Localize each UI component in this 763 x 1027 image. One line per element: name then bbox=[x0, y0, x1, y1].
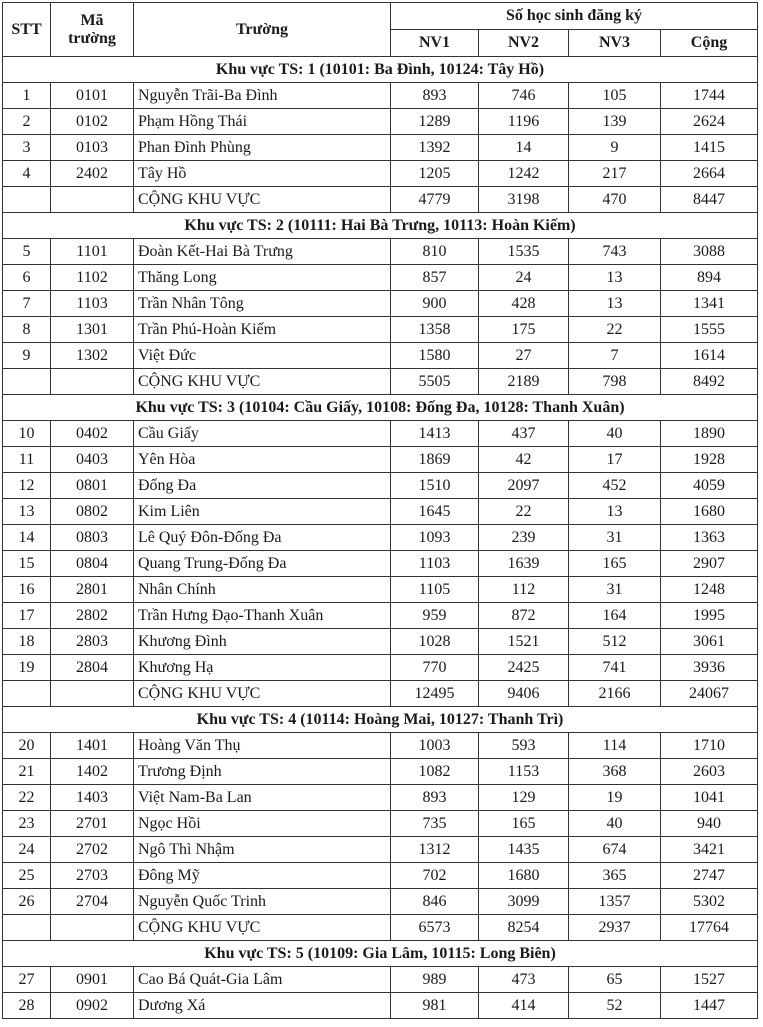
cell-nv3: 7 bbox=[569, 343, 661, 369]
cell-cong: 2664 bbox=[661, 161, 758, 187]
cell-cong: 1363 bbox=[661, 525, 758, 551]
total-nv3: 2937 bbox=[569, 915, 661, 941]
total-label: CỘNG KHU VỰC bbox=[134, 681, 391, 707]
cell-cong: 1527 bbox=[661, 967, 758, 993]
cell-truong: Nguyễn Trãi-Ba Đình bbox=[134, 83, 391, 109]
cell-nv3: 368 bbox=[569, 759, 661, 785]
cell-stt: 24 bbox=[3, 837, 51, 863]
cell-ma-truong: 0901 bbox=[51, 967, 134, 993]
cell-stt: 28 bbox=[3, 993, 51, 1019]
table-row bbox=[3, 785, 758, 811]
registration-table bbox=[2, 2, 758, 1019]
cell-truong: Hoàng Văn Thụ bbox=[134, 733, 391, 759]
cell-nv1: 1105 bbox=[391, 577, 479, 603]
cell-nv3: 114 bbox=[569, 733, 661, 759]
cell-nv2: 1535 bbox=[479, 239, 569, 265]
cell-nv1: 1510 bbox=[391, 473, 479, 499]
cell-nv3: 40 bbox=[569, 421, 661, 447]
cell-nv1: 1205 bbox=[391, 161, 479, 187]
cell-truong: Yên Hòa bbox=[134, 447, 391, 473]
cell-nv1: 1869 bbox=[391, 447, 479, 473]
cell-cong: 1680 bbox=[661, 499, 758, 525]
cell-nv1: 989 bbox=[391, 967, 479, 993]
cell-nv3: 65 bbox=[569, 967, 661, 993]
total-nv1: 12495 bbox=[391, 681, 479, 707]
cell-stt: 5 bbox=[3, 239, 51, 265]
cell-stt: 26 bbox=[3, 889, 51, 915]
cell-stt: 1 bbox=[3, 83, 51, 109]
table-row bbox=[3, 993, 758, 1019]
cell-nv1: 846 bbox=[391, 889, 479, 915]
cell-nv1: 702 bbox=[391, 863, 479, 889]
cell-truong: Trần Phú-Hoàn Kiếm bbox=[134, 317, 391, 343]
cell-ma-truong: 2801 bbox=[51, 577, 134, 603]
cell-nv3: 52 bbox=[569, 993, 661, 1019]
cell-stt: 23 bbox=[3, 811, 51, 837]
cell-truong: Tây Hồ bbox=[134, 161, 391, 187]
cell-nv3: 743 bbox=[569, 239, 661, 265]
cell-truong: Dương Xá bbox=[134, 993, 391, 1019]
table-body bbox=[3, 57, 758, 1019]
cell-nv3: 17 bbox=[569, 447, 661, 473]
cell-nv3: 40 bbox=[569, 811, 661, 837]
cell-nv2: 3099 bbox=[479, 889, 569, 915]
cell-ma-truong: 1102 bbox=[51, 265, 134, 291]
cell-nv2: 129 bbox=[479, 785, 569, 811]
cell-stt bbox=[3, 681, 51, 707]
cell-truong: Đống Đa bbox=[134, 473, 391, 499]
cell-stt: 12 bbox=[3, 473, 51, 499]
cell-stt: 10 bbox=[3, 421, 51, 447]
cell-cong: 894 bbox=[661, 265, 758, 291]
cell-truong: Nguyễn Quốc Trinh bbox=[134, 889, 391, 915]
table-row bbox=[3, 863, 758, 889]
cell-nv1: 959 bbox=[391, 603, 479, 629]
table-row bbox=[3, 525, 758, 551]
cell-truong: Kim Liên bbox=[134, 499, 391, 525]
total-label: CỘNG KHU VỰC bbox=[134, 915, 391, 941]
table-row bbox=[3, 655, 758, 681]
cell-truong: Phạm Hồng Thái bbox=[134, 109, 391, 135]
table-row bbox=[3, 135, 758, 161]
table-row bbox=[3, 317, 758, 343]
header-nv3: NV3 bbox=[569, 30, 661, 57]
cell-stt: 18 bbox=[3, 629, 51, 655]
cell-nv2: 593 bbox=[479, 733, 569, 759]
cell-nv1: 1312 bbox=[391, 837, 479, 863]
cell-ma-truong: 2803 bbox=[51, 629, 134, 655]
cell-stt: 19 bbox=[3, 655, 51, 681]
cell-nv2: 1639 bbox=[479, 551, 569, 577]
cell-truong: Thăng Long bbox=[134, 265, 391, 291]
total-cong: 17764 bbox=[661, 915, 758, 941]
cell-nv1: 770 bbox=[391, 655, 479, 681]
table-row bbox=[3, 447, 758, 473]
section-title: Khu vực TS: 4 (10114: Hoàng Mai, 10127: Thanh Trì) bbox=[3, 707, 758, 733]
cell-cong: 2624 bbox=[661, 109, 758, 135]
cell-stt: 6 bbox=[3, 265, 51, 291]
cell-ma-truong: 0101 bbox=[51, 83, 134, 109]
section-header-row bbox=[3, 941, 758, 967]
cell-ma-truong: 0801 bbox=[51, 473, 134, 499]
cell-ma-truong: 1301 bbox=[51, 317, 134, 343]
cell-nv3: 19 bbox=[569, 785, 661, 811]
cell-ma-truong: 0803 bbox=[51, 525, 134, 551]
cell-nv2: 112 bbox=[479, 577, 569, 603]
cell-nv3: 139 bbox=[569, 109, 661, 135]
cell-ma-truong: 2702 bbox=[51, 837, 134, 863]
cell-ma-truong: 0403 bbox=[51, 447, 134, 473]
cell-nv1: 857 bbox=[391, 265, 479, 291]
cell-stt: 27 bbox=[3, 967, 51, 993]
cell-nv3: 31 bbox=[569, 525, 661, 551]
cell-cong: 2907 bbox=[661, 551, 758, 577]
cell-stt: 16 bbox=[3, 577, 51, 603]
cell-cong: 1415 bbox=[661, 135, 758, 161]
section-title: Khu vực TS: 1 (10101: Ba Đình, 10124: Tây Hồ) bbox=[3, 57, 758, 83]
cell-nv3: 22 bbox=[569, 317, 661, 343]
section-title: Khu vực TS: 3 (10104: Cầu Giấy, 10108: Đống Đa, 10128: Thanh Xuân) bbox=[3, 395, 758, 421]
cell-cong: 1555 bbox=[661, 317, 758, 343]
cell-nv2: 1680 bbox=[479, 863, 569, 889]
total-nv3: 798 bbox=[569, 369, 661, 395]
cell-cong: 3936 bbox=[661, 655, 758, 681]
cell-ma-truong: 1103 bbox=[51, 291, 134, 317]
cell-ma-truong: 1402 bbox=[51, 759, 134, 785]
header-ma-truong: Mã trường bbox=[51, 3, 134, 57]
section-total-row bbox=[3, 187, 758, 213]
cell-nv3: 9 bbox=[569, 135, 661, 161]
cell-stt: 15 bbox=[3, 551, 51, 577]
cell-truong: Quang Trung-Đống Đa bbox=[134, 551, 391, 577]
section-total-row bbox=[3, 369, 758, 395]
cell-stt: 11 bbox=[3, 447, 51, 473]
cell-nv1: 981 bbox=[391, 993, 479, 1019]
cell-cong: 1710 bbox=[661, 733, 758, 759]
header-nv2: NV2 bbox=[479, 30, 569, 57]
cell-cong: 1995 bbox=[661, 603, 758, 629]
table-row bbox=[3, 811, 758, 837]
cell-truong: Nhân Chính bbox=[134, 577, 391, 603]
cell-stt bbox=[3, 187, 51, 213]
cell-ma-truong bbox=[51, 369, 134, 395]
header-row bbox=[3, 3, 758, 30]
cell-nv2: 1435 bbox=[479, 837, 569, 863]
total-nv2: 8254 bbox=[479, 915, 569, 941]
table-row bbox=[3, 109, 758, 135]
cell-truong: Cao Bá Quát-Gia Lâm bbox=[134, 967, 391, 993]
cell-nv3: 217 bbox=[569, 161, 661, 187]
cell-nv2: 2097 bbox=[479, 473, 569, 499]
table-row bbox=[3, 421, 758, 447]
table-row bbox=[3, 343, 758, 369]
cell-nv3: 674 bbox=[569, 837, 661, 863]
cell-ma-truong: 2402 bbox=[51, 161, 134, 187]
cell-stt: 25 bbox=[3, 863, 51, 889]
cell-nv3: 13 bbox=[569, 499, 661, 525]
header-group: Số học sinh đăng ký bbox=[391, 3, 758, 30]
cell-nv3: 1357 bbox=[569, 889, 661, 915]
cell-cong: 1447 bbox=[661, 993, 758, 1019]
cell-truong: Việt Nam-Ba Lan bbox=[134, 785, 391, 811]
total-cong: 24067 bbox=[661, 681, 758, 707]
cell-truong: Việt Đức bbox=[134, 343, 391, 369]
cell-nv3: 164 bbox=[569, 603, 661, 629]
cell-nv2: 22 bbox=[479, 499, 569, 525]
table-row bbox=[3, 473, 758, 499]
cell-nv2: 428 bbox=[479, 291, 569, 317]
cell-truong: Đông Mỹ bbox=[134, 863, 391, 889]
table-row bbox=[3, 499, 758, 525]
cell-nv1: 1358 bbox=[391, 317, 479, 343]
table-row bbox=[3, 889, 758, 915]
cell-cong: 3421 bbox=[661, 837, 758, 863]
table-row bbox=[3, 239, 758, 265]
table-row bbox=[3, 603, 758, 629]
cell-truong: Trần Nhân Tông bbox=[134, 291, 391, 317]
cell-ma-truong: 0102 bbox=[51, 109, 134, 135]
section-total-row bbox=[3, 915, 758, 941]
cell-nv2: 473 bbox=[479, 967, 569, 993]
cell-nv2: 414 bbox=[479, 993, 569, 1019]
cell-stt: 22 bbox=[3, 785, 51, 811]
cell-stt: 2 bbox=[3, 109, 51, 135]
cell-nv2: 165 bbox=[479, 811, 569, 837]
cell-nv2: 239 bbox=[479, 525, 569, 551]
cell-cong: 3061 bbox=[661, 629, 758, 655]
cell-ma-truong: 2802 bbox=[51, 603, 134, 629]
table-row bbox=[3, 83, 758, 109]
section-header-row bbox=[3, 57, 758, 83]
cell-stt: 13 bbox=[3, 499, 51, 525]
cell-nv1: 1093 bbox=[391, 525, 479, 551]
cell-cong: 2747 bbox=[661, 863, 758, 889]
cell-nv2: 872 bbox=[479, 603, 569, 629]
cell-cong: 1614 bbox=[661, 343, 758, 369]
cell-truong: Phan Đình Phùng bbox=[134, 135, 391, 161]
cell-cong: 1041 bbox=[661, 785, 758, 811]
cell-nv1: 893 bbox=[391, 83, 479, 109]
cell-stt: 17 bbox=[3, 603, 51, 629]
cell-ma-truong: 1403 bbox=[51, 785, 134, 811]
cell-ma-truong: 0103 bbox=[51, 135, 134, 161]
cell-stt: 21 bbox=[3, 759, 51, 785]
cell-cong: 4059 bbox=[661, 473, 758, 499]
cell-cong: 1928 bbox=[661, 447, 758, 473]
cell-truong: Lê Quý Đôn-Đống Đa bbox=[134, 525, 391, 551]
cell-truong: Khương Hạ bbox=[134, 655, 391, 681]
cell-truong: Cầu Giấy bbox=[134, 421, 391, 447]
total-nv1: 5505 bbox=[391, 369, 479, 395]
cell-ma-truong bbox=[51, 187, 134, 213]
cell-nv1: 1392 bbox=[391, 135, 479, 161]
cell-nv3: 452 bbox=[569, 473, 661, 499]
cell-ma-truong: 0804 bbox=[51, 551, 134, 577]
table-row bbox=[3, 551, 758, 577]
total-label: CỘNG KHU VỰC bbox=[134, 369, 391, 395]
cell-cong: 940 bbox=[661, 811, 758, 837]
table-row bbox=[3, 967, 758, 993]
cell-ma-truong: 0402 bbox=[51, 421, 134, 447]
cell-nv3: 165 bbox=[569, 551, 661, 577]
cell-cong: 1248 bbox=[661, 577, 758, 603]
table-row bbox=[3, 837, 758, 863]
cell-nv1: 1289 bbox=[391, 109, 479, 135]
section-title: Khu vực TS: 5 (10109: Gia Lâm, 10115: Long Biên) bbox=[3, 941, 758, 967]
cell-ma-truong: 1302 bbox=[51, 343, 134, 369]
section-header-row bbox=[3, 395, 758, 421]
cell-nv2: 2425 bbox=[479, 655, 569, 681]
cell-nv1: 900 bbox=[391, 291, 479, 317]
cell-ma-truong: 1101 bbox=[51, 239, 134, 265]
cell-nv2: 1521 bbox=[479, 629, 569, 655]
cell-nv2: 437 bbox=[479, 421, 569, 447]
cell-nv1: 893 bbox=[391, 785, 479, 811]
cell-ma-truong: 2704 bbox=[51, 889, 134, 915]
table-row bbox=[3, 629, 758, 655]
cell-nv1: 1003 bbox=[391, 733, 479, 759]
table-row bbox=[3, 759, 758, 785]
cell-truong: Đoàn Kết-Hai Bà Trưng bbox=[134, 239, 391, 265]
cell-ma-truong: 2701 bbox=[51, 811, 134, 837]
header-truong: Trường bbox=[134, 3, 391, 57]
cell-stt: 8 bbox=[3, 317, 51, 343]
cell-nv2: 1153 bbox=[479, 759, 569, 785]
cell-cong: 5302 bbox=[661, 889, 758, 915]
table-row bbox=[3, 733, 758, 759]
total-nv2: 3198 bbox=[479, 187, 569, 213]
cell-stt: 14 bbox=[3, 525, 51, 551]
header-cong: Cộng bbox=[661, 30, 758, 57]
table-row bbox=[3, 577, 758, 603]
cell-nv1: 1082 bbox=[391, 759, 479, 785]
total-cong: 8447 bbox=[661, 187, 758, 213]
section-header-row bbox=[3, 707, 758, 733]
cell-nv3: 13 bbox=[569, 265, 661, 291]
cell-stt bbox=[3, 915, 51, 941]
section-total-row bbox=[3, 681, 758, 707]
cell-stt: 7 bbox=[3, 291, 51, 317]
cell-nv3: 365 bbox=[569, 863, 661, 889]
cell-nv2: 42 bbox=[479, 447, 569, 473]
cell-nv1: 1413 bbox=[391, 421, 479, 447]
cell-nv3: 13 bbox=[569, 291, 661, 317]
total-nv2: 9406 bbox=[479, 681, 569, 707]
table-row bbox=[3, 161, 758, 187]
cell-nv2: 1196 bbox=[479, 109, 569, 135]
cell-nv1: 1645 bbox=[391, 499, 479, 525]
total-nv2: 2189 bbox=[479, 369, 569, 395]
cell-truong: Trương Định bbox=[134, 759, 391, 785]
cell-stt: 9 bbox=[3, 343, 51, 369]
total-label: CỘNG KHU VỰC bbox=[134, 187, 391, 213]
cell-stt: 20 bbox=[3, 733, 51, 759]
cell-ma-truong bbox=[51, 681, 134, 707]
cell-cong: 1341 bbox=[661, 291, 758, 317]
header-nv1: NV1 bbox=[391, 30, 479, 57]
cell-nv3: 512 bbox=[569, 629, 661, 655]
total-nv3: 470 bbox=[569, 187, 661, 213]
cell-ma-truong: 0802 bbox=[51, 499, 134, 525]
cell-nv3: 105 bbox=[569, 83, 661, 109]
total-nv3: 2166 bbox=[569, 681, 661, 707]
section-title: Khu vực TS: 2 (10111: Hai Bà Trưng, 10113: Hoàn Kiếm) bbox=[3, 213, 758, 239]
cell-nv1: 735 bbox=[391, 811, 479, 837]
table-row bbox=[3, 291, 758, 317]
cell-ma-truong: 2703 bbox=[51, 863, 134, 889]
cell-stt: 3 bbox=[3, 135, 51, 161]
section-header-row bbox=[3, 213, 758, 239]
cell-stt: 4 bbox=[3, 161, 51, 187]
cell-cong: 1890 bbox=[661, 421, 758, 447]
cell-nv2: 175 bbox=[479, 317, 569, 343]
cell-ma-truong: 0902 bbox=[51, 993, 134, 1019]
cell-nv2: 27 bbox=[479, 343, 569, 369]
cell-truong: Ngọc Hồi bbox=[134, 811, 391, 837]
total-nv1: 4779 bbox=[391, 187, 479, 213]
cell-nv2: 14 bbox=[479, 135, 569, 161]
header-stt: STT bbox=[3, 3, 51, 57]
table-row bbox=[3, 265, 758, 291]
cell-nv1: 1028 bbox=[391, 629, 479, 655]
cell-cong: 2603 bbox=[661, 759, 758, 785]
total-cong: 8492 bbox=[661, 369, 758, 395]
cell-truong: Ngô Thì Nhậm bbox=[134, 837, 391, 863]
cell-truong: Trần Hưng Đạo-Thanh Xuân bbox=[134, 603, 391, 629]
cell-ma-truong: 1401 bbox=[51, 733, 134, 759]
cell-ma-truong bbox=[51, 915, 134, 941]
cell-cong: 3088 bbox=[661, 239, 758, 265]
cell-ma-truong: 2804 bbox=[51, 655, 134, 681]
cell-nv2: 24 bbox=[479, 265, 569, 291]
cell-stt bbox=[3, 369, 51, 395]
cell-cong: 1744 bbox=[661, 83, 758, 109]
cell-nv2: 746 bbox=[479, 83, 569, 109]
cell-nv1: 1103 bbox=[391, 551, 479, 577]
cell-nv3: 31 bbox=[569, 577, 661, 603]
cell-nv2: 1242 bbox=[479, 161, 569, 187]
total-nv1: 6573 bbox=[391, 915, 479, 941]
cell-nv3: 741 bbox=[569, 655, 661, 681]
cell-nv1: 1580 bbox=[391, 343, 479, 369]
cell-nv1: 810 bbox=[391, 239, 479, 265]
cell-truong: Khương Đình bbox=[134, 629, 391, 655]
